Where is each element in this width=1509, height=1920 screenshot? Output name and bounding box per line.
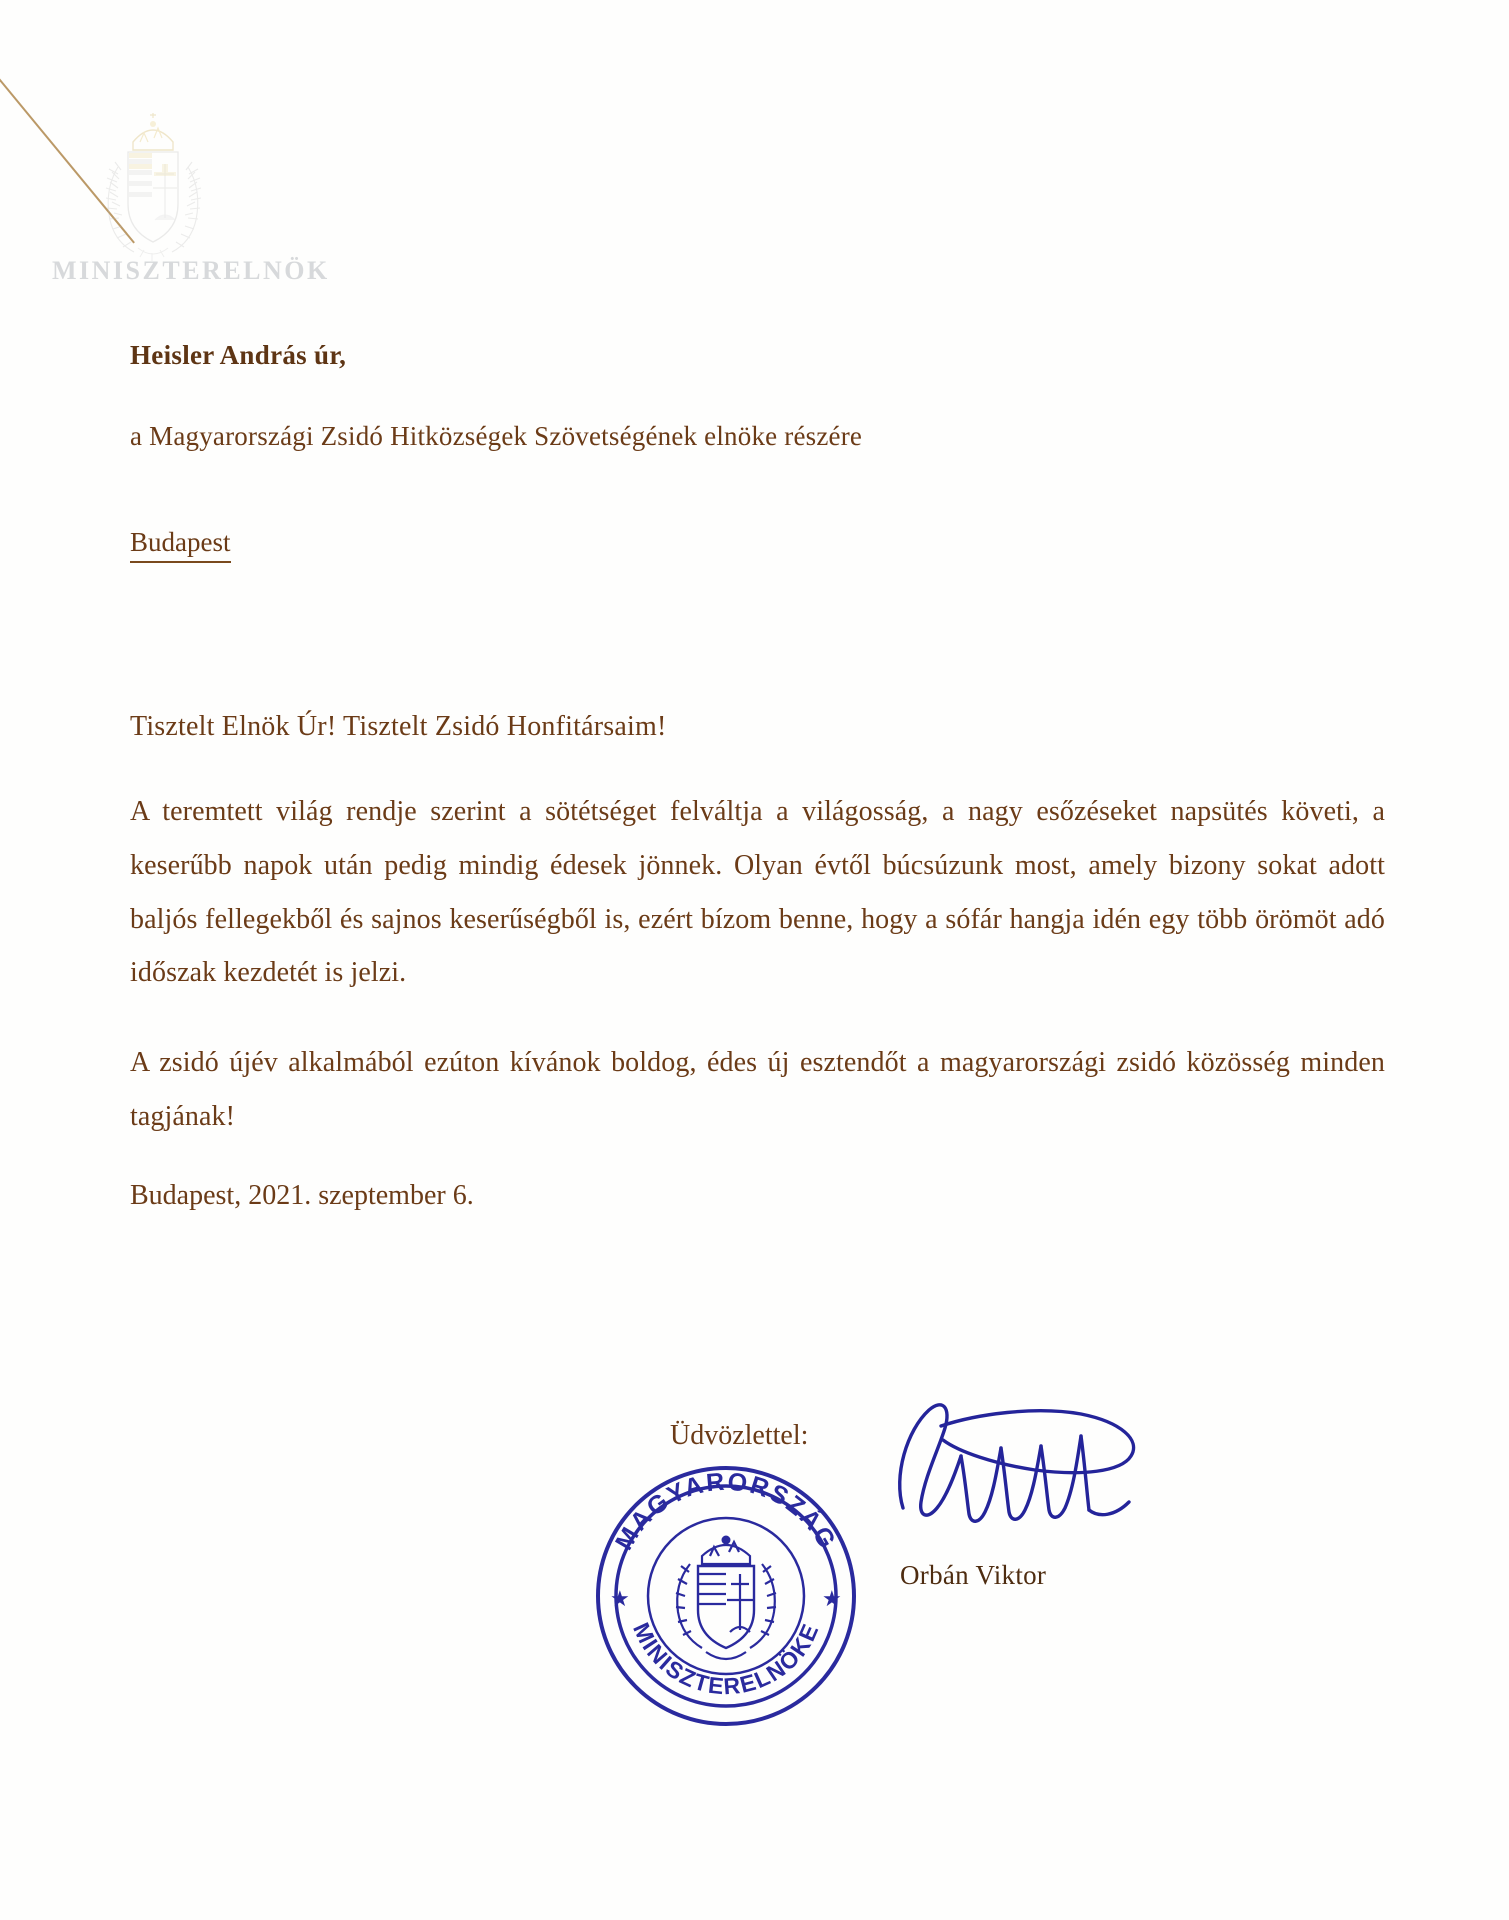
- addressee-role: a Magyarországi Zsidó Hitközségek Szövetségének elnöke részére: [130, 421, 863, 451]
- addressee-city: Budapest: [130, 527, 231, 563]
- addressee-name: Heisler András úr,: [130, 340, 347, 370]
- letterhead: [0, 0, 430, 330]
- seal-star-right-icon: ★: [822, 1586, 842, 1611]
- date-line: Budapest, 2021. szeptember 6.: [130, 1179, 474, 1211]
- addressee-city-wrap: [130, 527, 1385, 563]
- seal-emblem-icon: [676, 1537, 776, 1659]
- seal-star-left-icon: ★: [610, 1586, 630, 1611]
- letter-body: [130, 340, 1385, 1212]
- handwritten-signature-icon: [885, 1390, 1155, 1550]
- body-paragraph-1: A teremtett világ rendje szerint a sötétséget felváltja a világosság, a nagy esőzéseket napsütés követi, a keserűbb napok után pedig mindig édesek jönnek. Olyan évtől búcsúzunk most, amely bizony sokat adott baljós fellegekből és sajnos keserűségből is, ezért bízom benne, hogy a sófár hangja idén egy több örömöt adó időszak kezdetét is jelzi.: [130, 796, 1385, 989]
- hungarian-coat-of-arms-icon: [88, 112, 218, 262]
- ministry-wordmark: MINISZTERELNÖK: [52, 256, 330, 285]
- closing-zone: [130, 1420, 1385, 1840]
- body-paragraph-2: A zsidó újév alkalmából ezúton kívánok boldog, édes új esztendőt a magyarországi zsidó közösség minden tagjának!: [130, 1047, 1385, 1132]
- signer-name: Orbán Viktor: [900, 1560, 1047, 1590]
- salutation: Tisztelt Elnök Úr! Tisztelt Zsidó Honfitársaim!: [130, 711, 667, 742]
- seal-top-text: MAGYARORSZÁG: [610, 1467, 842, 1555]
- official-seal: [590, 1460, 862, 1732]
- seal-bottom-text: MINISZTERELNÖKE: [628, 1618, 824, 1700]
- closing-salutation: Üdvözlettel:: [670, 1420, 809, 1451]
